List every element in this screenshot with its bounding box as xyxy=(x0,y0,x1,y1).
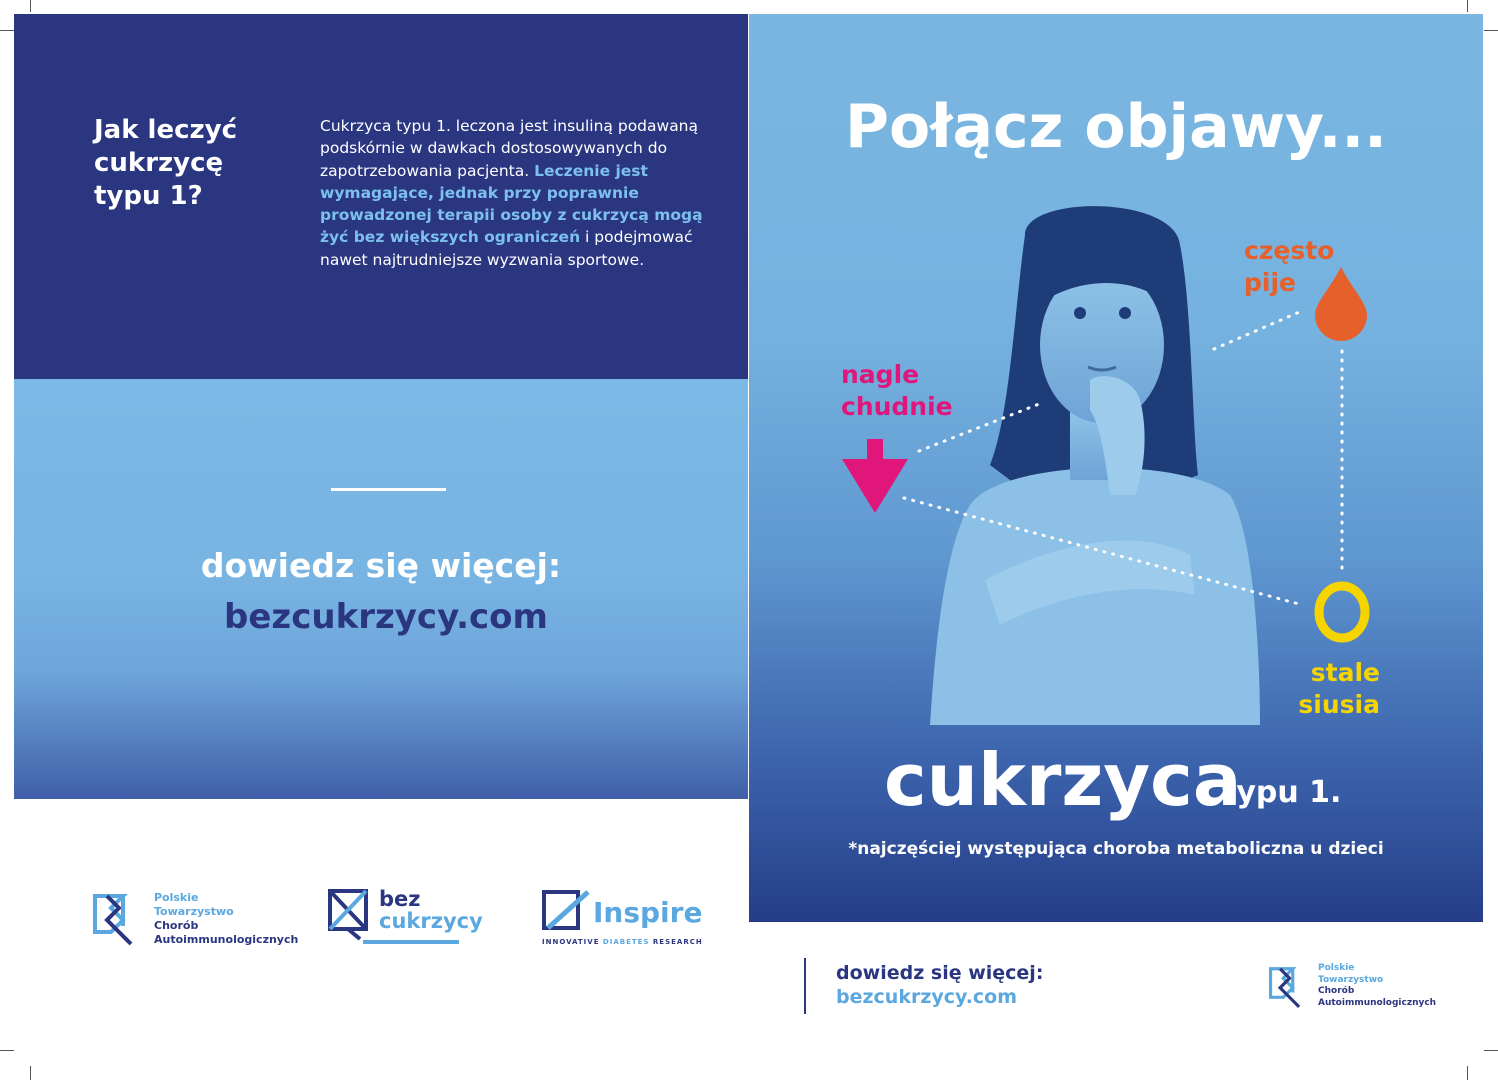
bez-cukrzycy-logo-text: bez cukrzycy xyxy=(379,887,483,933)
learn-more-heading: dowiedz się więcej: xyxy=(200,546,562,585)
bez-cukrzycy-logo xyxy=(328,889,376,945)
inspire-logo-icon xyxy=(542,890,592,930)
symptom-drinks-label: często pije xyxy=(1244,236,1335,297)
ptca-logo-icon xyxy=(93,890,141,948)
divider-line xyxy=(331,488,446,491)
ptca-logo-small xyxy=(1268,964,1308,1014)
ptca-logo-text: Polskie Towarzystwo Chorób Autoimmunologicznych xyxy=(154,891,299,946)
body-text-part2: i podejmować nawet najtrudniejsze wyzwania sportowe. xyxy=(320,228,693,269)
vertical-rule xyxy=(804,958,806,1014)
ptca-logo-small-icon xyxy=(1268,964,1308,1010)
symptom-weight-label: nagle chudnie xyxy=(841,360,953,421)
cover-subtitle: *najczęściej występująca choroba metaboliczna u dzieci xyxy=(848,839,1384,859)
body-text-part1: Cukrzyca typu 1. leczona jest insuliną podawaną podskórnie w dawkach dostosowywanych do zapotrzebowania pacjenta. xyxy=(320,117,699,180)
cover-headline: Połącz objawy... xyxy=(845,92,1387,162)
question-title: Jak leczyć cukrzycę typu 1? xyxy=(94,115,238,211)
disease-type: typu 1. xyxy=(1222,775,1342,810)
inspire-logo xyxy=(542,890,592,934)
symptom-urinates-label: stale siusia xyxy=(1298,658,1380,719)
down-arrow-icon xyxy=(842,439,908,515)
body-text-highlight: Leczenie jest wymagające, jednak przy poprawnie prowadzonej terapii osoby z cukrzycą mogą żyć bez większych ograniczeń xyxy=(320,161,703,247)
disease-word: cukrzyca xyxy=(884,738,1242,822)
left-mid-section xyxy=(14,379,748,799)
water-drop-icon xyxy=(1313,265,1369,341)
treatment-body-text xyxy=(320,115,715,271)
ring-icon xyxy=(1312,580,1372,644)
website-link[interactable]: bezcukrzycy.com xyxy=(224,597,548,637)
right-learn-more: dowiedz się więcej: xyxy=(836,962,1044,984)
inspire-logo-name: Inspire xyxy=(593,896,703,929)
bez-cukrzycy-logo-icon xyxy=(328,889,376,941)
inspire-tagline: INNOVATIVE DIABETES RESEARCH xyxy=(542,938,703,946)
ptca-logo-small-text: Polskie Towarzystwo Chorób Autoimmunologicznych xyxy=(1318,963,1437,1008)
ptca-logo xyxy=(93,890,141,952)
bez-cukrzycy-underline xyxy=(363,940,459,944)
right-website-link[interactable]: bezcukrzycy.com xyxy=(836,986,1018,1008)
